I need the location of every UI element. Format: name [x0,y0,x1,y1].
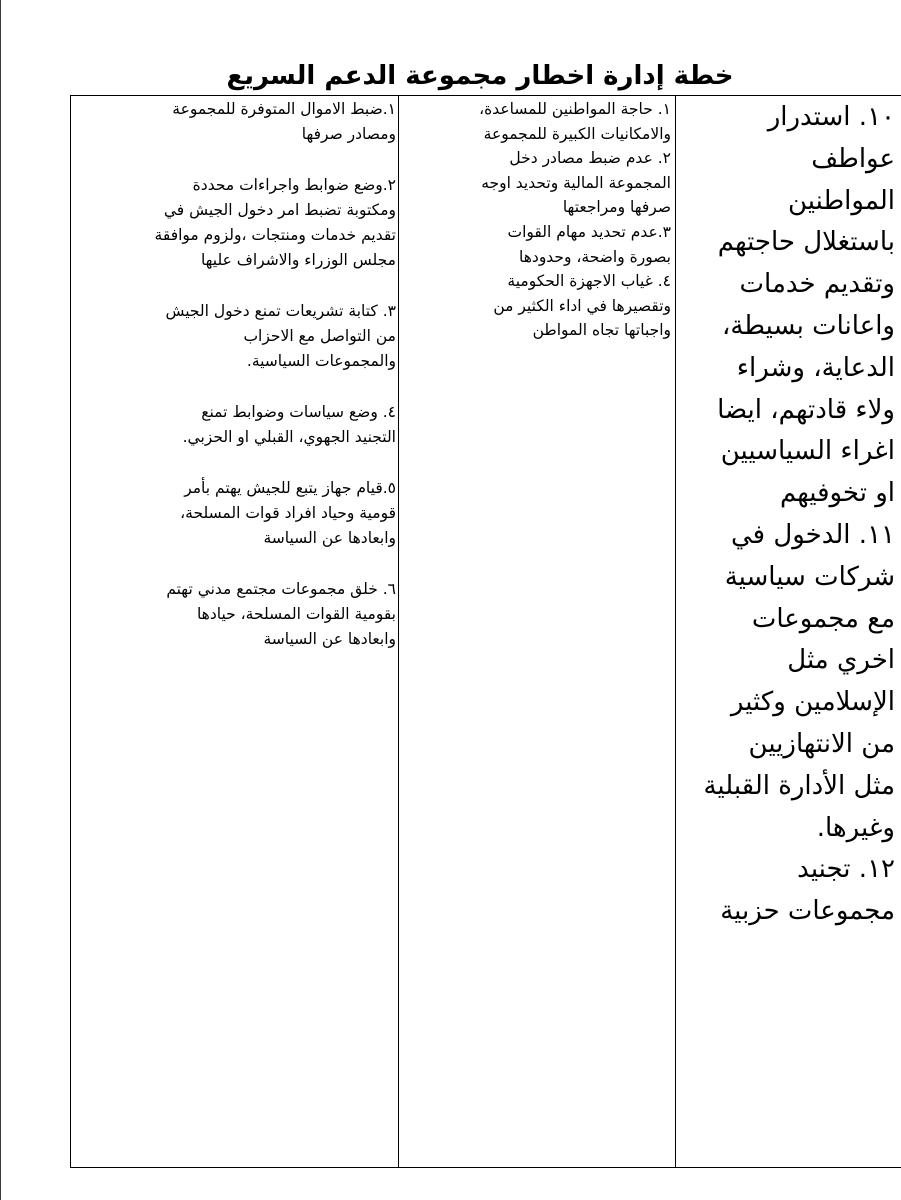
cause-item: ٣.عدم تحديد مهام القوات بصورة واضحة، وحدودها [507,222,671,266]
plan-table [70,95,901,1168]
table-top-border [70,95,901,96]
measure-item: ٤. وضع سياسات وضوابط تمنع التجنيد الجهوي، القبلي او الحزبي. [182,403,396,446]
column-divider-right [675,95,676,1168]
measure-item: ٣. كتابة تشريعات تمنع دخول الجيش من التواصل مع الاحزاب والمجموعات السياسية. [165,302,396,370]
measure-item: ٢.وضع ضوابط واجراءات محددة ومكتوبة تضبط امر دخول الجيش في تقديم خدمات ومنتجات ،ولزوم موافقة مجلس الوزراء والاشراف عليها [154,176,396,269]
column-divider-left [398,95,399,1168]
page-left-edge [0,0,1,1200]
document-title: خطة إدارة اخطار مجموعة الدعم السريع [226,61,734,91]
measure-item: ١.ضبط الاموال المتوفرة للمجموعة ومصادر صرفها [172,100,396,143]
measure-item: ٦. خلق مجموعات مجتمع مدني تهتم بقومية القوات المسلحة، حيادها وابعادها عن السياسة [166,580,396,648]
cause-item: ٤. غياب الاجهزة الحكومية وتقصيرها في اداء الكثير من واجباتها تجاه المواطن [493,272,671,340]
causes-column [403,97,671,343]
cause-item: ٢. عدم ضبط مصادر دخل المجموعة المالية وتحديد اوجه صرفها ومراجعتها [481,149,671,217]
cause-item: ١. حاجة المواطنين للمساعدة، والامكانيات الكبيرة للمجموعة [479,100,671,143]
risks-column: ١٠. استدرار عواطف المواطنين باستغلال حاجتهم وتقديم خدمات واعانات بسيطة، الدعاية، وشراء ولاء قادتهم، ايضا اغراء السياسيين او تخوفيهم ١١. الدخول في شركات سياسية مع مجموعات اخري مثل الإسلامين وكثير من الانتهازيين مثل الأدارة القبلية وغيرها. ١٢. تجنيد مجموعات حزبية [703,102,895,927]
table-left-border [70,95,71,1168]
measures-column [80,97,396,678]
measure-item: ٥.قيام جهاز يتبع للجيش يهتم بأمر قومية وحياد افراد قوات المسلحة، وابعادها عن السياسة [180,479,396,547]
table-bottom-border [70,1167,901,1168]
